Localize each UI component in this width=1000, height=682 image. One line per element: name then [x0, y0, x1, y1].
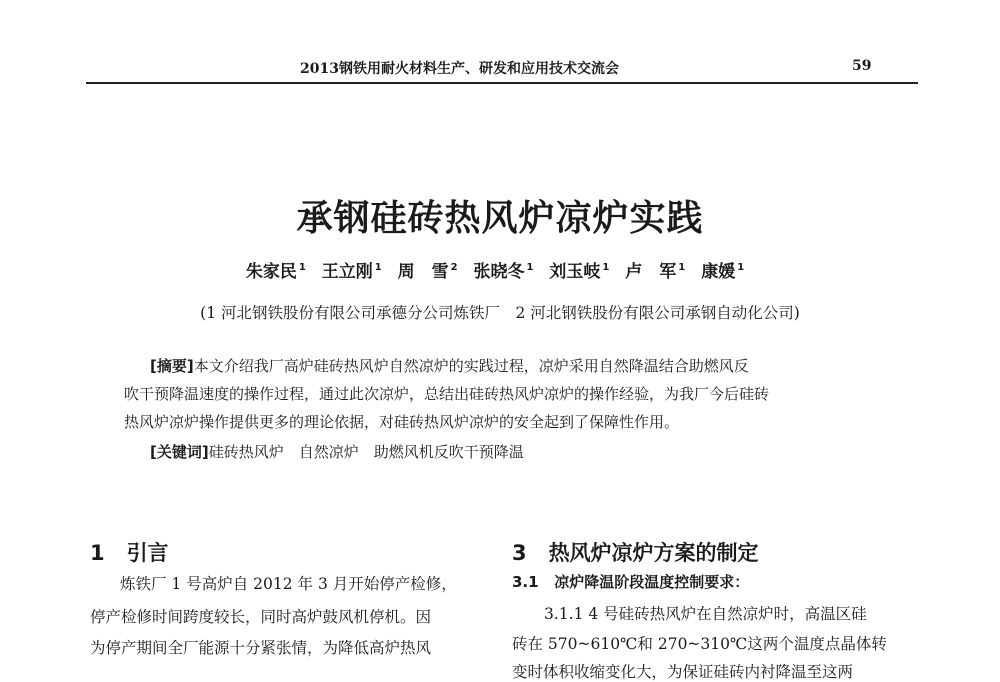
affiliation-mark: 1	[374, 262, 382, 274]
subsection-number: 3.1	[512, 573, 539, 591]
author-name: 卢 军	[625, 262, 677, 282]
author-name: 王立刚	[321, 262, 373, 282]
header-rule	[86, 82, 918, 84]
section-number: 3	[512, 541, 527, 565]
author-name: 康媛	[701, 262, 736, 282]
section-heading-introduction	[90, 537, 169, 567]
section-title: 热风炉凉炉方案的制定	[548, 541, 759, 565]
author-name: 朱家民	[245, 262, 297, 282]
author-name: 刘玉岐	[549, 262, 601, 282]
keywords-line	[150, 441, 524, 462]
body-line: 3.1.1 4 号硅砖热风炉在自然凉炉时，高温区硅	[544, 605, 867, 623]
affiliation-mark: 1	[678, 262, 686, 274]
body-line: 变时体积收缩变化大，为保证硅砖内衬降温至这两	[512, 663, 854, 681]
affiliation-mark: 2	[450, 262, 458, 274]
section-title: 引言	[126, 541, 169, 565]
abstract-text: 本文介绍我厂高炉硅砖热风炉自然凉炉的实践过程，凉炉采用自然降温结合助燃风反	[193, 357, 749, 375]
author-name: 周 雪	[397, 262, 449, 282]
running-header-title: 2013钢铁用耐火材料生产、研发和应用技术交流会	[300, 61, 619, 77]
subsection-title: 凉炉降温阶段温度控制要求：	[554, 573, 750, 591]
abstract-line	[150, 355, 749, 376]
abstract-label: [摘要]	[150, 357, 194, 375]
affiliation-mark: 1	[737, 262, 745, 274]
affiliations: (1 河北钢铁股份有限公司承德分公司炼铁厂 2 河北钢铁股份有限公司承钢自动化公司)	[200, 304, 800, 322]
author-list	[0, 257, 1000, 282]
body-line: 停产检修时间跨度较长，同时高炉鼓风机停机。因	[90, 608, 432, 626]
keywords-text: 硅砖热风炉 自然凉炉 助燃风机反吹干预降温	[208, 443, 524, 461]
body-line: 为停产期间全厂能源十分紧张情，为降低高炉热风	[90, 639, 432, 657]
body-line: 炼铁厂 1 号高炉自 2012 年 3 月开始停产检修，	[120, 575, 457, 593]
paper-title: 承钢硅砖热风炉凉炉实践	[296, 198, 704, 239]
keywords-label: [关键词]	[150, 443, 209, 461]
page-number: 59	[852, 58, 872, 74]
abstract-line: 吹干预降温速度的操作过程，通过此次凉炉，总结出硅砖热风炉凉炉的操作经验，为我厂今后硅砖	[124, 385, 770, 403]
subsection-heading	[512, 571, 749, 592]
section-heading-plan	[512, 537, 759, 567]
affiliation-mark: 1	[298, 262, 306, 274]
body-line: 砖在 570~610℃和 270~310℃这两个温度点晶体转	[512, 635, 887, 653]
affiliation-mark: 1	[602, 262, 610, 274]
section-number: 1	[90, 541, 105, 565]
abstract-line: 热风炉凉炉操作提供更多的理论依据，对硅砖热风炉凉炉的安全起到了保障性作用。	[124, 413, 680, 431]
affiliation-mark: 1	[526, 262, 534, 274]
author-name: 张晓冬	[473, 262, 525, 282]
